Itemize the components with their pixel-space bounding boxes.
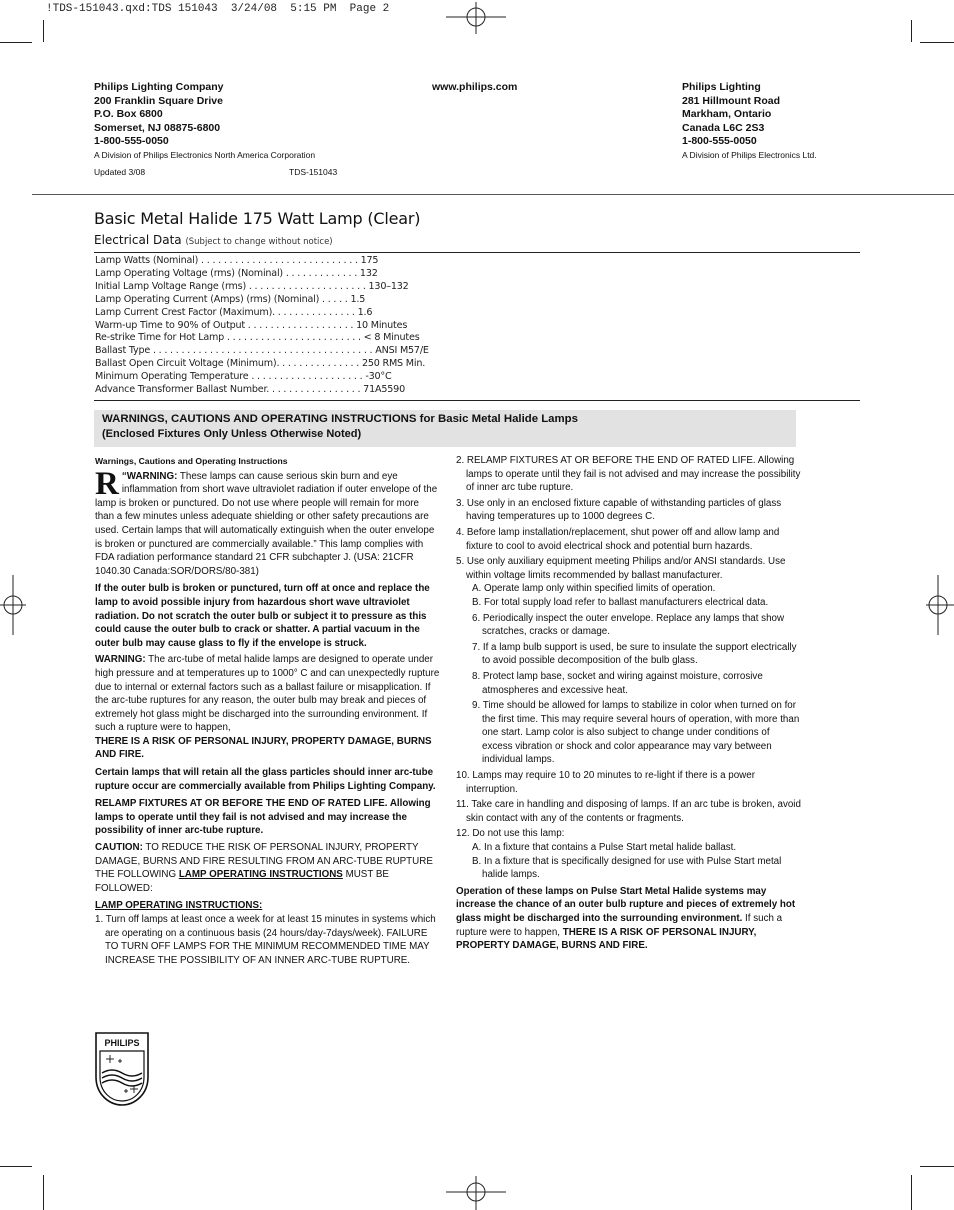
instruction-5b: B. For total supply load refer to ballast manufacturers electrical data. xyxy=(472,596,769,608)
pulse-start-warning xyxy=(456,885,801,953)
registration-mark-top xyxy=(446,2,506,34)
warning2-text: The arc-tube of metal halide lamps are designed to operate under high pressure and at temperatures up to 1000° C and can unexpectedly rupture due to internal or external factors such as a ballast failure or misapplication. If the arc-tube ruptures for any reason, the outer bulb may break and pieces of extremely hot glass might be discharged into the surrounding environment. If such a rupture were to happen, xyxy=(95,654,440,734)
electrical-data-note: (Subject to change without notice) xyxy=(185,237,333,247)
instruction-5: 5. Use only auxiliary equipment meeting Philips and/or ANSI standards. Use within voltage limits recommended by ballast manufacturer. xyxy=(456,556,786,581)
electrical-data-heading xyxy=(94,233,333,247)
spec-row: Lamp Operating Current (Amps) (rms) (Nominal) . . . . . 1.5 xyxy=(95,293,366,305)
instruction-7: 7. If a lamp bulb support is used, be sure to insulate the support electrically to avoid possible decomposition of the bulb glass. xyxy=(472,641,797,667)
pulse-start-text: If such a rupture were to happen, xyxy=(456,913,783,938)
spec-bottom-rule xyxy=(94,400,860,401)
spec-row: Lamp Current Crest Factor (Maximum). . . . . . . . . . . . . . . 1.6 xyxy=(95,306,373,318)
caution-end: MUST BE FOLLOWED: xyxy=(95,869,389,894)
caution-link: LAMP OPERATING INSTRUCTIONS xyxy=(178,869,343,881)
spec-row: Lamp Watts (Nominal) . . . . . . . . . . . . . . . . . . . . . . . . . . . . 175 xyxy=(95,255,379,266)
crop-mark-top-left-v xyxy=(43,20,44,42)
spec-row: Minimum Operating Temperature . . . . . . . . . . . . . . . . . . . . -30°C xyxy=(95,371,392,383)
warnings-banner-bold: WARNINGS, CAUTIONS AND OPERATING INSTRUCTIONS xyxy=(102,413,417,425)
instruction-1: 1. Turn off lamps at least once a week for at least 15 minutes in systems which are operating on a continuous basis (24 hours/day-7days/week). FAILURE TO TURN OFF LAMPS FOR THE MINIMUM RECOMMENDED TIME MAY INCREASE THE POSSIBILITY OF AN INNER ARC-TUBE RUPTURE. xyxy=(95,914,436,966)
instruction-8: 8. Protect lamp base, socket and wiring against moisture, corrosive atmospheres and excessive heat. xyxy=(472,670,763,696)
us-city: Somerset, NJ 08875-6800 xyxy=(94,121,221,134)
instruction-12b: B. In a fixture that is specifically designed for use with Pulse Start metal halide lamps. xyxy=(472,855,782,881)
instruction-10: 10. Lamps may require 10 to 20 minutes to re-light if there is a power interruption. xyxy=(456,770,755,795)
caution-paragraph xyxy=(95,841,440,895)
instruction-6: 6. Periodically inspect the outer envelope. Replace any lamps that show scratches, cracks or damage. xyxy=(472,612,785,638)
broken-bulb-warning: If the outer bulb is broken or punctured, turn off at once and replace the lamp to avoid possible injury from hazardous short wave ultraviolet radiation. Do not scratch the outer bulb or subject it to pressure as this could cause the outer bulb to crack or shatter. A partial vacuum in the outer bulb may cause glass to fly if the envelope is struck. xyxy=(95,583,430,649)
warning1-text: These lamps can cause serious skin burn and eye inflammation from short wave ultraviolet radiation if outer envelope of the lamp is broken or punctured. Do not use where people will remain for more than a few minutes unless adequate shielding or other safety precautions are used. Certain lamps that will automatically extinguish when the outer envelope is broken or punctured are commercially available.” This lamp complies with FDA radiation performance standard 21 CFR subchapter J. (USA: 21CFR 1040.30 Canada:SOR/DORS/80-381) xyxy=(95,470,438,577)
registration-mark-left xyxy=(0,575,26,635)
lamp-operating-heading: LAMP OPERATING INSTRUCTIONS: xyxy=(95,900,263,912)
us-address-block xyxy=(94,81,315,162)
instruction-4: 4. Before lamp installation/replacement, shut power off and allow lamp and fixture to cool to avoid electrical shock and potential burn hazards. xyxy=(456,526,780,552)
pulse-start-risk: THERE IS A RISK OF PERSONAL INJURY, PROPERTY DAMAGE, BURNS AND FIRE. xyxy=(456,926,757,952)
spec-row: Ballast Type . . . . . . . . . . . . . . . . . . . . . . . . . . . . . . . . . . . . . . . ANSI M57/E xyxy=(95,345,429,357)
ca-phone: 1-800-555-0050 xyxy=(682,135,757,147)
us-po-box: P.O. Box 6800 xyxy=(94,108,163,120)
crop-mark-bottom-left xyxy=(0,1166,32,1167)
caution-label: CAUTION: xyxy=(95,842,143,854)
instruction-2: 2. RELAMP FIXTURES AT OR BEFORE THE END OF RATED LIFE. Allowing lamps to operate until they fail is not advised and may increase the possibility of inner arc tube rupture. xyxy=(456,455,801,494)
spec-list xyxy=(95,255,429,397)
right-column xyxy=(456,454,801,953)
registration-mark-right xyxy=(926,575,954,635)
spec-row: Advance Transformer Ballast Number. . . . . . . . . . . . . . . . . 71A5590 xyxy=(95,384,405,396)
website-link[interactable]: www.philips.com xyxy=(432,81,518,93)
relamp-statement: RELAMP FIXTURES AT OR BEFORE THE END OF RATED LIFE. Allowing lamps to operate until they fail is not advised and may increase the possibility of inner arc-tube rupture. xyxy=(95,798,431,837)
ca-postal: Canada L6C 2S3 xyxy=(682,121,765,134)
us-company-name: Philips Lighting Company xyxy=(94,81,224,93)
page-title: Basic Metal Halide 175 Watt Lamp (Clear) xyxy=(94,209,421,228)
philips-wordmark: PHILIPS xyxy=(104,1038,140,1048)
left-heading: Warnings, Cautions and Operating Instructions xyxy=(95,456,288,466)
instruction-9: 9. Time should be allowed for lamps to stabilize in color when turned on for the first time. This may require several hours of operation, with more than one start. Lamp color is also subject to change under conditions of excess vibration or shock and color appearance may vary between individual lamps. xyxy=(472,700,800,766)
risk-statement: THERE IS A RISK OF PERSONAL INJURY, PROPERTY DAMAGE, BURNS AND FIRE. xyxy=(95,735,432,761)
caution-text: TO REDUCE THE RISK OF PERSONAL INJURY, PROPERTY DAMAGE, BURNS AND FIRE RESULTING FROM AN ARC-TUBE RUPTURE THE FOLLOWING xyxy=(95,842,433,881)
philips-shield-logo xyxy=(94,1031,150,1107)
crop-mark-top-right-v xyxy=(911,20,912,42)
crop-mark-bottom-left-v xyxy=(43,1175,44,1210)
instruction-5a: A. Operate lamp only within specified limits of operation. xyxy=(472,583,716,595)
spec-row: Lamp Operating Voltage (rms) (Nominal) . . . . . . . . . . . . . 132 xyxy=(95,267,378,279)
dropcap-letter: R xyxy=(95,465,119,502)
us-phone: 1-800-555-0050 xyxy=(94,135,169,147)
warning-paragraph-2 xyxy=(95,653,440,735)
warning2-label: WARNING: xyxy=(95,654,146,666)
left-column xyxy=(95,455,440,967)
warnings-banner xyxy=(94,410,796,447)
ca-street: 281 Hillmount Road xyxy=(682,94,781,107)
us-street: 200 Franklin Square Drive xyxy=(94,94,223,107)
spec-row: Initial Lamp Voltage Range (rms) . . . . . . . . . . . . . . . . . . . . . 130–132 xyxy=(95,280,409,292)
registration-mark-bottom xyxy=(446,1176,506,1210)
spec-row: Ballast Open Circuit Voltage (Minimum). . . . . . . . . . . . . . . 250 RMS Min. xyxy=(95,358,426,370)
warning1-label: “WARNING: xyxy=(121,470,178,482)
crop-mark-bottom-right xyxy=(920,1166,954,1167)
warnings-banner-line1 xyxy=(102,413,578,425)
document-id: TDS-151043 xyxy=(289,167,338,177)
spec-row: Warm-up Time to 90% of Output . . . . . . . . . . . . . . . . . . . 10 Minutes xyxy=(95,319,408,331)
updated-date: Updated 3/08 xyxy=(94,167,146,177)
pulse-start-bold: Operation of these lamps on Pulse Start Metal Halide systems may increase the chance of an outer bulb rupture and pieces of extremely hot glass might be discharged into the surrounding environment. xyxy=(456,885,796,924)
retain-glass-statement: Certain lamps that will retain all the glass particles should inner arc-tube rupture occur are commercially available from Philips Lighting Company. xyxy=(95,767,436,792)
crop-mark-top-left xyxy=(0,42,32,43)
warnings-banner-rest: for Basic Metal Halide Lamps xyxy=(416,413,578,425)
header-divider xyxy=(32,194,954,195)
instruction-12: 12. Do not use this lamp: xyxy=(456,828,565,840)
instruction-11: 11. Take care in handling and disposing of lamps. If an arc tube is broken, avoid skin contact with any of the contents or fragments. xyxy=(456,799,801,824)
ca-division: A Division of Philips Electronics Ltd. xyxy=(682,149,817,160)
instruction-12a: A. In a fixture that contains a Pulse Start metal halide ballast. xyxy=(472,842,737,854)
warning-paragraph-1 xyxy=(95,465,440,579)
file-slug-line: !TDS-151043.qxd:TDS 151043 3/24/08 5:15 PM Page 2 xyxy=(46,3,390,15)
spec-top-rule xyxy=(94,252,860,253)
ca-city: Markham, Ontario xyxy=(682,108,772,120)
warnings-banner-line2: (Enclosed Fixtures Only Unless Otherwise Noted) xyxy=(102,428,362,440)
crop-mark-bottom-right-v xyxy=(911,1175,912,1210)
electrical-data-label: Electrical Data xyxy=(94,233,182,247)
crop-mark-top-right xyxy=(920,42,954,43)
spec-row: Re-strike Time for Hot Lamp . . . . . . . . . . . . . . . . . . . . . . . . < 8 Minutes xyxy=(95,332,420,344)
canada-address-block xyxy=(682,81,817,162)
ca-company-name: Philips Lighting xyxy=(682,81,761,93)
us-division: A Division of Philips Electronics North America Corporation xyxy=(94,149,316,160)
instruction-3: 3. Use only in an enclosed fixture capable of withstanding particles of glass having temperatures up to 1000 degrees C. xyxy=(456,497,782,523)
